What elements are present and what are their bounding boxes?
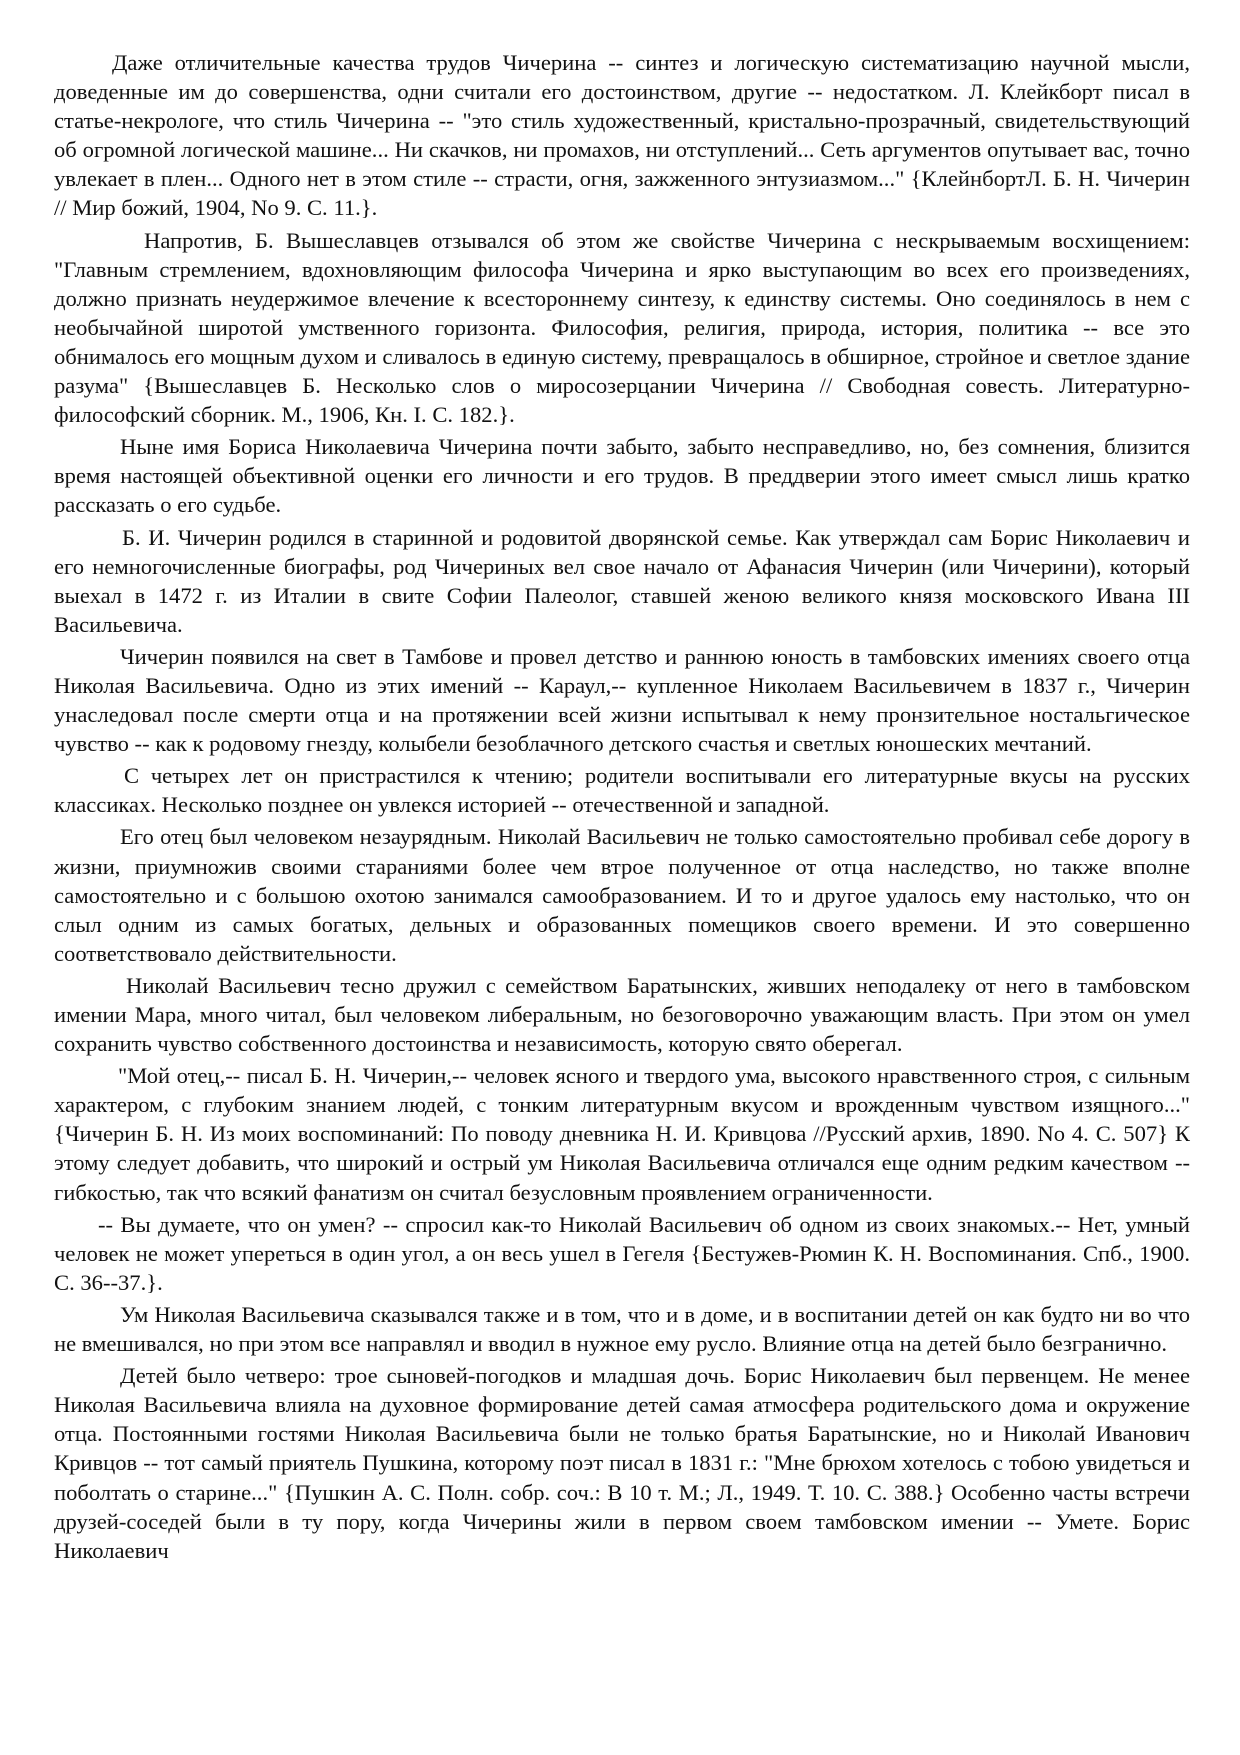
paragraph: Ум Николая Васильевича сказывался также и в том, что и в доме, и в воспитании детей он как будто ни во что не вмешивался, но при этом все направлял и вводил в нужное ему русло. Влияние отца на детей было безгранично. [54,1301,1190,1357]
paragraph: Чичерин появился на свет в Тамбове и провел детство и раннюю юность в тамбовских имениях своего отца Николая Васильевича. Одно из этих имений -- Караул,-- купленное Николаем Васильевичем в 1837 г., Чичерин унаследовал после смерти отца и на протяжении всей жизни испытывал к нему пронзительное ностальгическое чувство -- как к родовому гнезду, колыбели безоблачного детского счастья и светлых юношеских мечтаний. [54,643,1190,757]
paragraph: Ныне имя Бориса Николаевича Чичерина почти забыто, забыто несправедливо, но, без сомнения, близится время настоящей объективной оценки его личности и его трудов. В преддверии этого имеет смысл лишь кратко рассказать о его судьбе. [54,434,1190,518]
paragraph: Б. И. Чичерин родился в старинной и родовитой дворянской семье. Как утверждал сам Борис Николаевич и его немногочисленные биографы, род Чичериных вел свое начало от Афанасия Чичерин (или Чичерини), который выехал в 1472 г. из Италии в свите Софии Палеолог, ставшей женою великого князя московского Ивана III Васильевича. [54,524,1190,637]
paragraph: Его отец был человеком незаурядным. Николай Васильевич не только самостоятельно пробивал себе дорогу в жизни, приумножив своими стараниями более чем втрое полученное от отца наследство, но также вполне самостоятельно и с большою охотою занимался самообразованием. И то и другое удалось ему настолько, что он слыл одним из самых богатых, дельных и образованных помещиков своего времени. И это совершенно соответствовало действительности. [54,824,1190,966]
paragraph: "Мой отец,-- писал Б. Н. Чичерин,-- человек ясного и твердого ума, высокого нравственного строя, с сильным характером, с глубоким знанием людей, с тонким литературным вкусом и врожденным чувством изящного..." {Чичерин Б. Н. Из моих воспоминаний: По поводу дневника Н. И. Кривцова //Русский архив, 1890. No 4. С. 507} К этому следует добавить, что широкий и острый ум Николая Васильевича отличался еще одним редким качеством -- гибкостью, так что всякий фанатизм он считал безусловным проявлением ограниченности. [54,1063,1190,1205]
paragraph: Напротив, Б. Вышеславцев отзывался об этом же свойстве Чичерина с нескрываемым восхищением: "Главным стремлением, вдохновляющим философа Чичерина и ярко выступающим во всех его произведениях, должно признать неудержимое влечение к всестороннему синтезу, к единству системы. Оно соединялось в нем с необычайной широтой умственного горизонта. Философия, религия, природа, история, политика -- все это обнималось его мощным духом и сливалось в единую систему, превращалось в обширное, стройное и светлое здание разума" {Вышеславцев Б. Несколько слов о миросозерцании Чичерина // Свободная совесть. Литературно-философский сборник. М., 1906, Кн. I. С. 182.}. [54,227,1190,428]
paragraph: Даже отличительные качества трудов Чичерина -- синтез и логическую систематизацию научной мысли, доведенные им до совершенства, одни считали его достоинством, другие -- недостатком. Л. Клейкборт писал в статье-некрологе, что стиль Чичерина -- "это стиль художественный, кристально-прозрачный, свидетельствующий об огромной логической машине... Ни скачков, ни промахов, ни отступлений... Сеть аргументов опутывает вас, точно увлекает в плен... Одного нет в этом стиле -- страсти, огня, зажженного энтузиазмом..." {КлейнбортЛ. Б. Н. Чичерин // Мир божий, 1904, No 9. С. 11.}. [54,50,1190,221]
paragraph: Детей было четверо: трое сыновей-погодков и младшая дочь. Борис Николаевич был первенцем. Не менее Николая Васильевича влияла на духовное формирование детей самая атмосфера родительского дома и окружение отца. Постоянными гостями Николая Васильевича были не только братья Баратынские, но и Николай Иванович Кривцов -- тот самый приятель Пушкина, которому поэт писал в 1831 г.: "Мне брюхом хотелось с тобою увидеться и поболтать о старине..." {Пушкин А. С. Полн. собр. соч.: В 10 т. М.; Л., 1949. Т. 10. С. 388.} Особенно часты встречи друзей-соседей были в ту пору, когда Чичерины жили в первом своем тамбовском имении -- Умете. Борис Николаевич [54,1363,1190,1563]
paragraph: С четырех лет он пристрастился к чтению; родители воспитывали его литературные вкусы на русских классиках. Несколько позднее он увлекся историей -- отечественной и западной. [54,763,1190,818]
paragraph: -- Вы думаете, что он умен? -- спросил как-то Николай Васильевич об одном из своих знакомых.-- Нет, умный человек не может упереться в один угол, а он весь ушел в Гегеля {Бестужев-Рюмин К. Н. Воспоминания. Спб., 1900. С. 36--37.}. [54,1211,1190,1295]
paragraph: Николай Васильевич тесно дружил с семейством Баратынских, живших неподалеку от него в тамбовском имении Мара, много читал, был человеком либеральным, но безоговорочно уважающим власть. При этом он умел сохранить чувство собственного достоинства и независимость, которую свято оберегал. [54,972,1190,1057]
